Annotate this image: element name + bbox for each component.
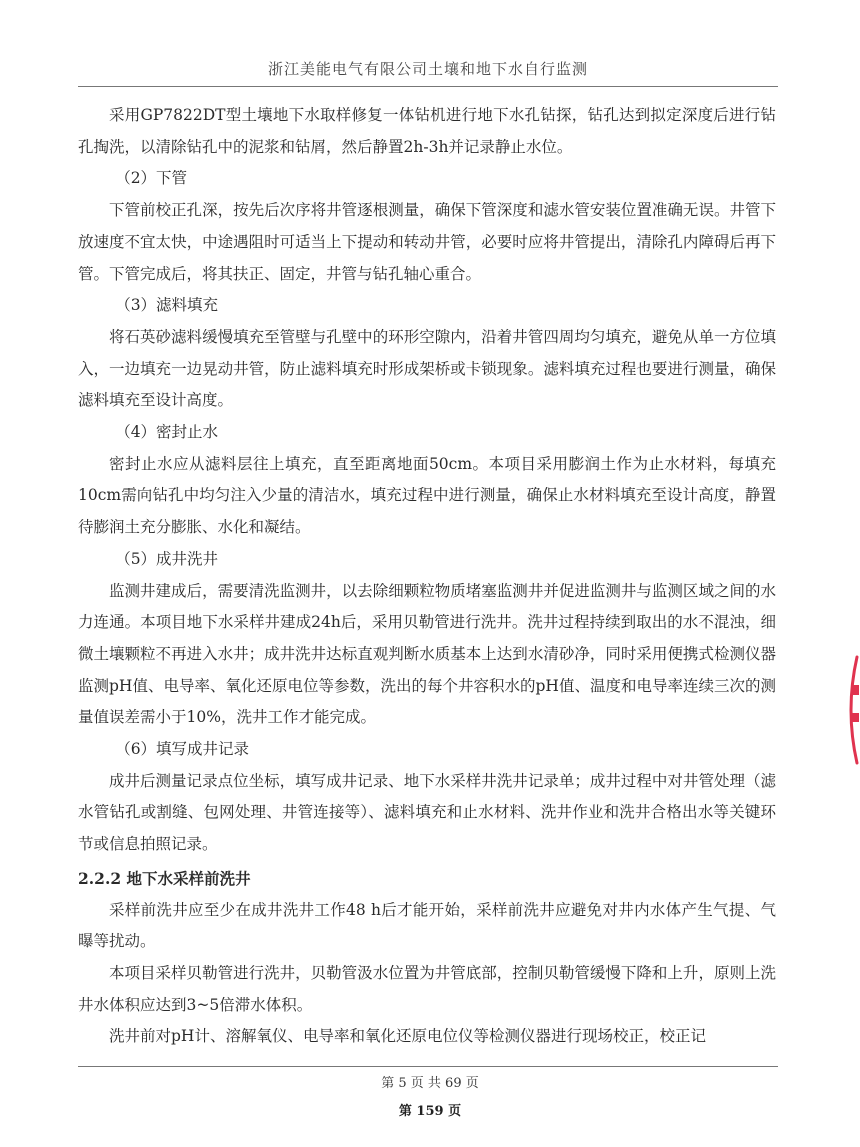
subsection-heading: （5）成井洗井 [115,549,219,568]
paragraph: 将石英砂滤料缓慢填充至管壁与孔壁中的环形空隙内，沿着井管四周均匀填充，避免从单一方位填入，一边填充一边晃动井管，防止滤料填充时形成架桥或卡锁现象。滤料填充过程也要进行测量，确保滤料填充至设计高度。 [78,327,776,410]
overall-page-number: 第 159 页 [398,1104,462,1119]
page-header: 浙江美能电气有限公司土壤和地下水自行监测 [267,60,588,78]
paragraph: 成井后测量记录点位坐标，填写成井记录、地下水采样井洗井记录单；成井过程中对井管处理（滤水管钻孔或割缝、包网处理、井管连接等）、滤料填充和止水材料、洗井作业和洗井合格出水等关键环节或信息拍照记录。 [78,771,776,854]
paragraph: 采样前洗井应至少在成井洗井工作48 h后才能开始，采样前洗井应避免对井内水体产生气提、气曝等扰动。 [78,900,776,951]
subsection-heading: （6）填写成井记录 [115,740,250,759]
subsection-heading: （2）下管 [115,169,188,188]
paragraph: 洗井前对pH计、溶解氧仪、电导率和氧化还原电位仪等检测仪器进行现场校正，校正记 [109,1027,706,1046]
seal-stamp-fragment [843,655,860,765]
paragraph: 监测井建成后，需要清洗监测井，以去除细颗粒物质堵塞监测井并促进监测井与监测区域之间的水力连通。本项目地下水采样井建成24h后，采用贝勒管进行洗井。洗井过程持续到取出的水不混浊，细微土壤颗粒不再进入水井；成井洗井达标直观判断水质基本上达到水清砂净，同时采用便携式检测仪器监测pH值、电导率、氧化还原电位等参数，洗出的每个井容积水的pH值、温度和电导率连续三次的测量值误差需小于10%，洗井工作才能完成。 [78,581,776,727]
header-divider [78,86,778,87]
section-heading: 2.2.2 地下水采样前洗井 [78,868,251,888]
paragraph: 密封止水应从滤料层往上填充，直至距离地面50cm。本项目采用膨润土作为止水材料，每填充10cm需向钻孔中均匀注入少量的清洁水，填充过程中进行测量，确保止水材料填充至设计高度，静置待膨润土充分膨胀、水化和凝结。 [78,454,776,537]
paragraph: 下管前校正孔深，按先后次序将井管逐根测量，确保下管深度和滤水管安装位置准确无误。井管下放速度不宜太快，中途遇阻时可适当上下提动和转动井管，必要时应将井管提出，清除孔内障碍后再下管。下管完成后，将其扶正、固定，井管与钻孔轴心重合。 [78,201,776,283]
paragraph: 本项目采样贝勒管进行洗井，贝勒管汲水位置为井管底部，控制贝勒管缓慢下降和上升，原则上洗井水体积应达到3~5倍滞水体积。 [78,963,776,1014]
footer-divider [78,1066,778,1067]
subsection-heading: （3）滤料填充 [115,296,219,315]
page-number: 第 5 页 共 69 页 [381,1076,479,1091]
document-body [78,100,776,1053]
paragraph: 采用GP7822DT型土壤地下水取样修复一体钻机进行地下水孔钻探，钻孔达到拟定深度后进行钻孔掏洗，以清除钻孔中的泥浆和钻屑，然后静置2h-3h并记录静止水位。 [78,106,776,156]
subsection-heading: （4）密封止水 [115,423,219,442]
